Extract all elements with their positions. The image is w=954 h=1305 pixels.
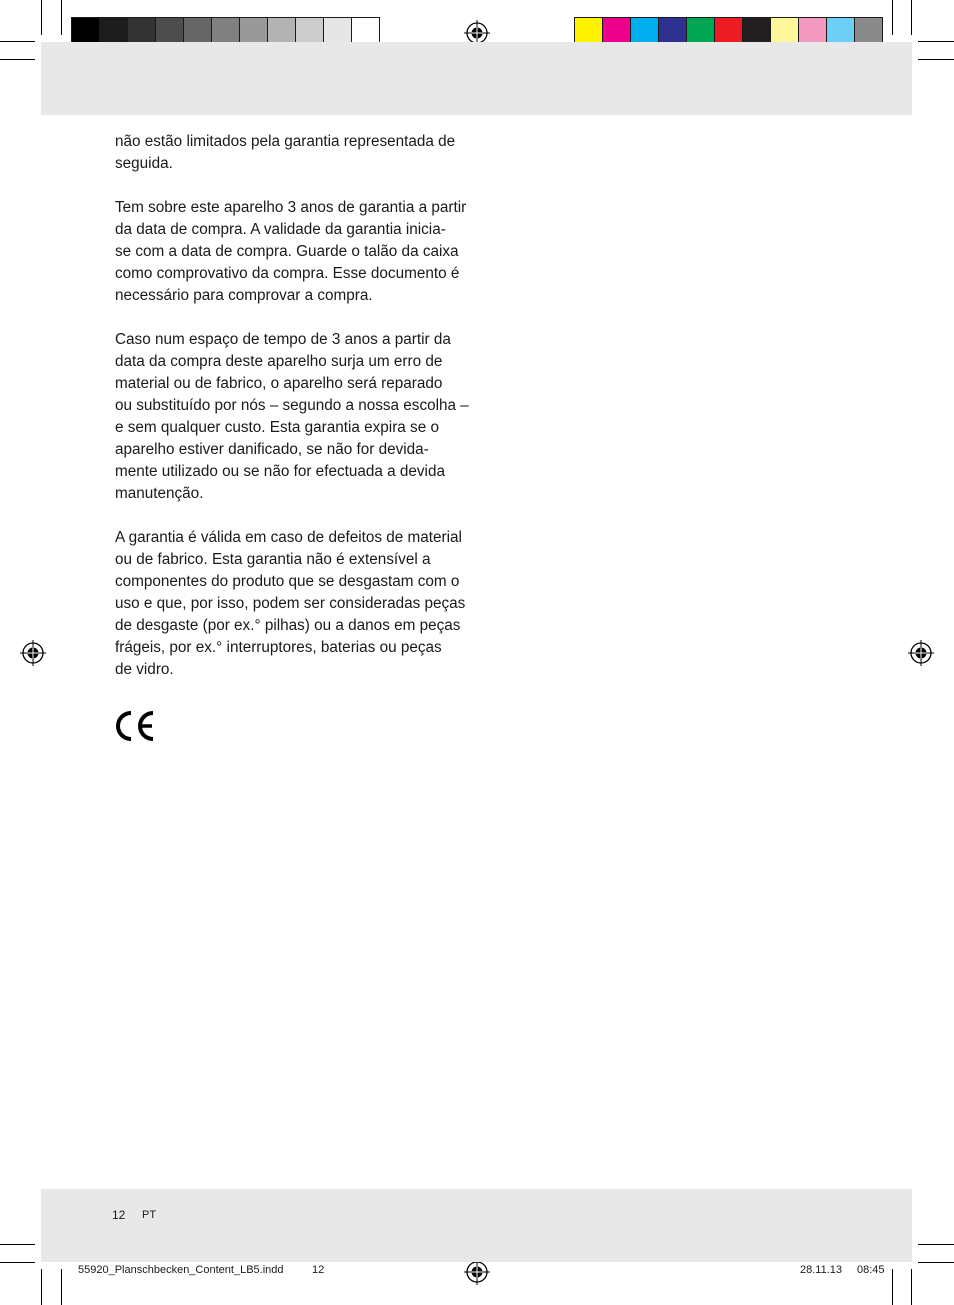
registration-mark-icon [20, 640, 46, 666]
text-line: seguida. [115, 155, 173, 172]
text-line: data da compra deste aparelho surja um erro de [115, 353, 443, 370]
paragraph [115, 131, 475, 175]
text-line: de vidro. [115, 661, 174, 678]
text-line: aparelho estiver danificado, se não for devida- [115, 441, 429, 458]
text-line: como comprovativo da compra. Esse documento é [115, 265, 460, 282]
text-line: A garantia é válida em caso de defeitos de material [115, 529, 462, 546]
paragraph [115, 197, 475, 307]
ce-mark-icon [114, 710, 158, 742]
paragraph [115, 527, 475, 681]
text-line: Caso num espaço de tempo de 3 anos a partir da [115, 331, 451, 348]
text-line: se com a data de compra. Guarde o talão da caixa [115, 243, 459, 260]
slug-time: 08:45 [857, 1264, 885, 1276]
slug-page: 12 [312, 1264, 325, 1276]
text-line: e sem qualquer custo. Esta garantia expira se o [115, 419, 439, 436]
registration-mark-icon [464, 1259, 490, 1285]
page-number: 12 [112, 1208, 126, 1222]
text-line: Tem sobre este aparelho 3 anos de garantia a partir [115, 199, 467, 216]
text-line: ou de fabrico. Esta garantia não é extensível a [115, 551, 431, 568]
registration-mark-icon [908, 640, 934, 666]
language-code: PT [142, 1209, 157, 1221]
text-line: material ou de fabrico, o aparelho será reparado [115, 375, 443, 392]
header-band [41, 42, 912, 115]
slug-filename: 55920_Planschbecken_Content_LB5.indd [78, 1264, 284, 1276]
text-line: componentes do produto que se desgastam com o [115, 573, 460, 590]
warranty-text [115, 131, 475, 703]
text-line: uso e que, por isso, podem ser consideradas peças [115, 595, 466, 612]
text-line: não estão limitados pela garantia representada de [115, 133, 456, 150]
text-line: de desgaste (por ex.° pilhas) ou a danos em peças [115, 617, 461, 634]
text-line: frágeis, por ex.° interruptores, baterias ou peças [115, 639, 442, 656]
text-line: ou substituído por nós – segundo a nossa escolha – [115, 397, 469, 414]
paragraph [115, 329, 475, 505]
slug-date: 28.11.13 [800, 1264, 843, 1276]
text-line: manutenção. [115, 485, 204, 502]
footer-band [41, 1189, 912, 1262]
text-line: da data de compra. A validade da garantia inicia- [115, 221, 446, 238]
text-line: necessário para comprovar a compra. [115, 287, 373, 304]
text-line: mente utilizado ou se não for efectuada a devida [115, 463, 445, 480]
